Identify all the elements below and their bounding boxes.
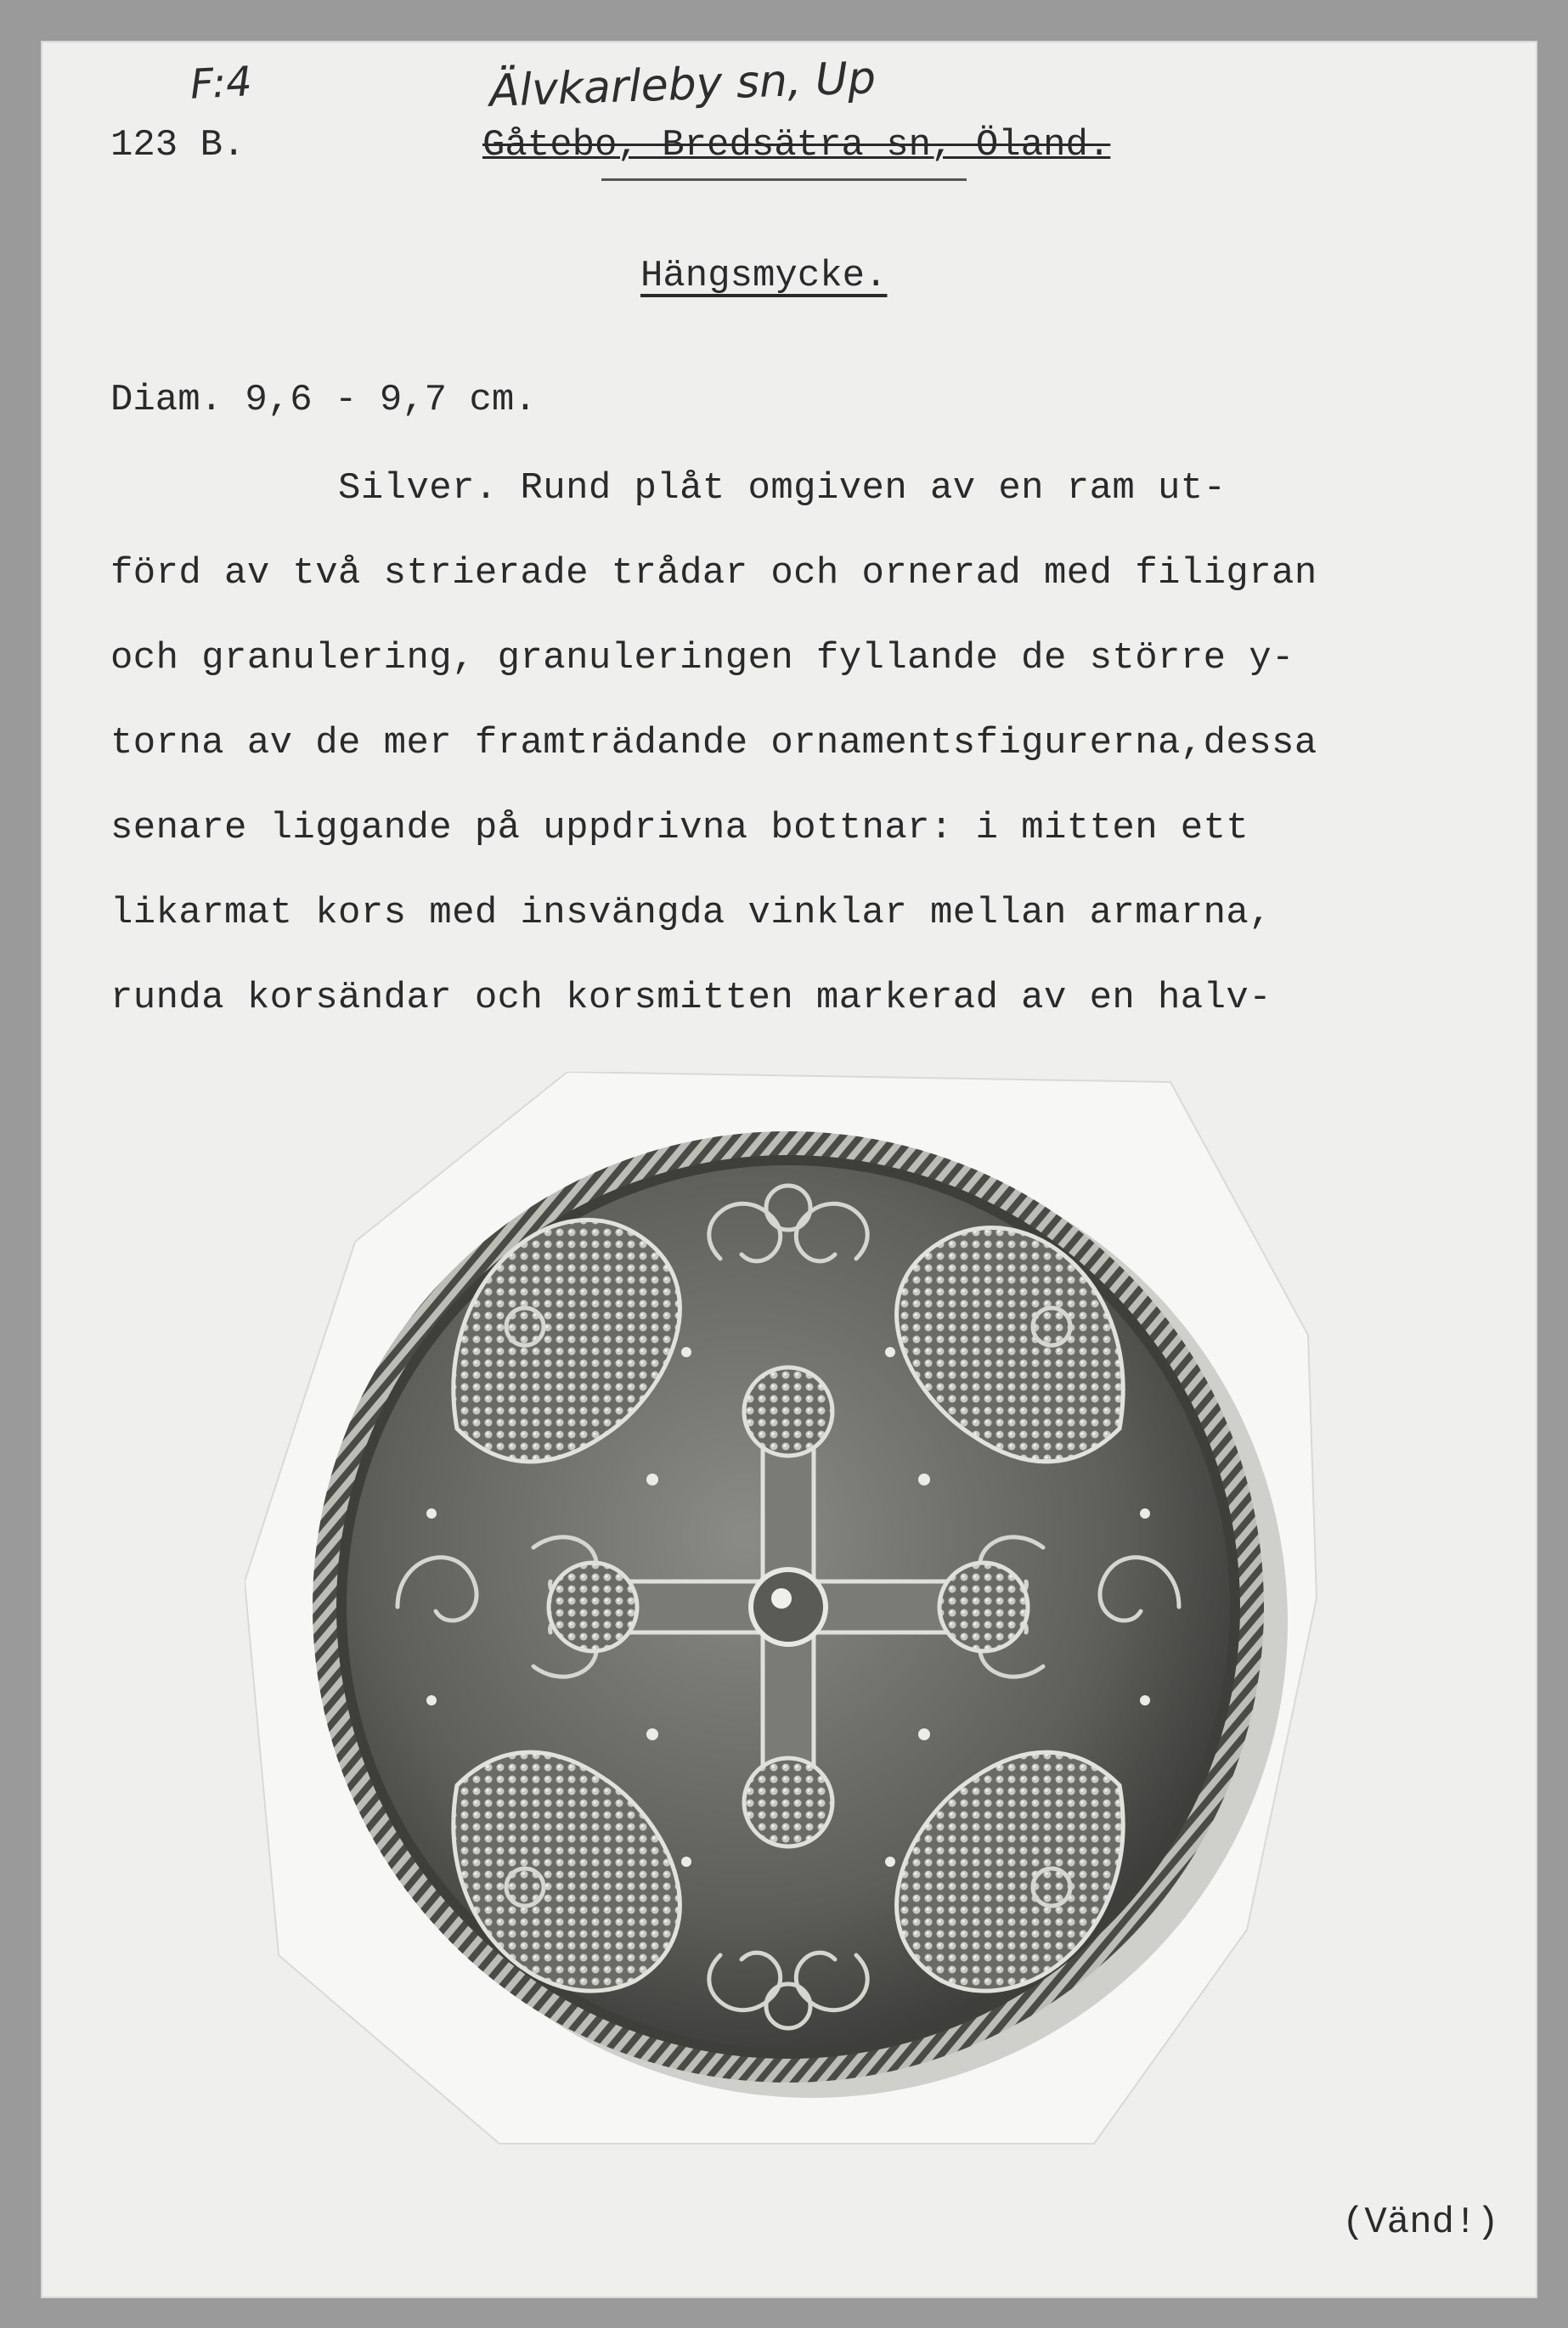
- catalog-number: 123 B.: [110, 124, 245, 166]
- description-line: förd av två strierade trådar och ornerad med filigran: [110, 552, 1317, 595]
- diameter-text: Diam. 9,6 - 9,7 cm.: [110, 379, 537, 421]
- description-line: och granulering, granuleringen fyllande de större y-: [110, 637, 1294, 679]
- description-line: torna av de mer framträdande ornamentsfigurerna,dessa: [110, 722, 1317, 764]
- location-underline: [601, 178, 967, 181]
- handwritten-code: F:4: [189, 58, 254, 109]
- cross-end-top: [744, 1367, 832, 1456]
- cross-center-boss: [751, 1570, 826, 1644]
- turn-over-note: (Vänd!): [1342, 2201, 1499, 2244]
- description-line: Silver. Rund plåt omgiven av en ram ut-: [110, 467, 1227, 510]
- struck-location: Gåtebo, Bredsätra sn, Öland.: [482, 124, 1111, 166]
- cross-end-right: [939, 1563, 1028, 1651]
- pendant-photo: [245, 1072, 1332, 2150]
- description-line: senare liggande på uppdrivna bottnar: i mitten ett: [110, 807, 1249, 849]
- handwritten-location: Älvkarleby sn, Up: [488, 53, 877, 117]
- description-line: likarmat kors med insvängda vinklar mellan armarna,: [110, 892, 1272, 934]
- cross-end-bottom: [744, 1758, 832, 1846]
- description-line: runda korsändar och korsmitten markerad av en halv-: [110, 977, 1272, 1019]
- catalog-card: [41, 41, 1537, 2298]
- object-title: Hängsmycke.: [640, 255, 888, 297]
- cross-end-left: [549, 1563, 637, 1651]
